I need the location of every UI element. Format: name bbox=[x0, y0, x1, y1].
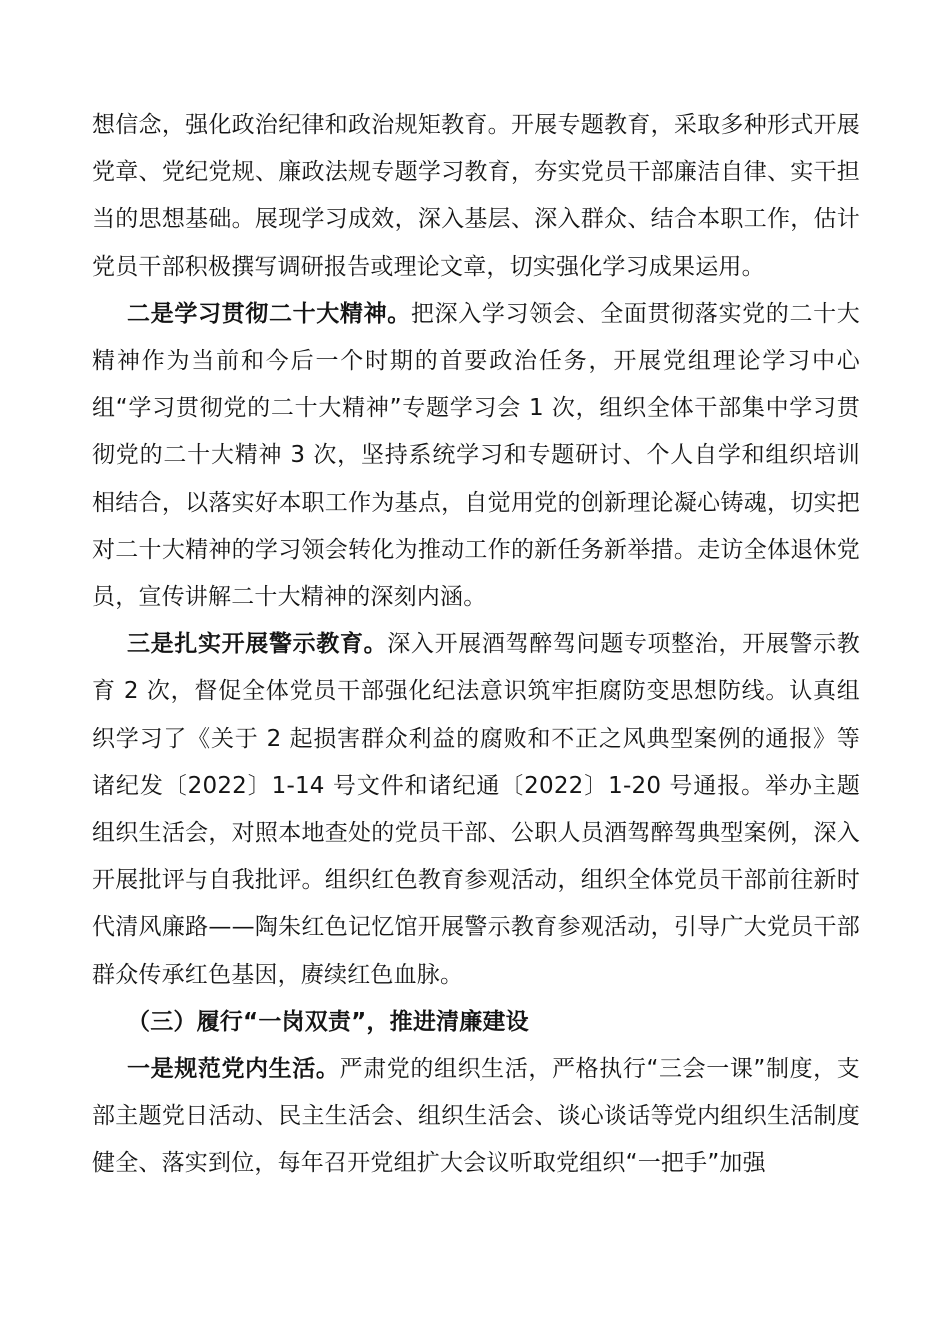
paragraph-four-body: 严肃党的组织生活，严格执行“三会一课”制度，支部主题党日活动、民主生活会、组织生活会、谈心谈话等党内组织生活制度健全、落实到位，每年召开党组扩大会议听取党组织“一把手”加强 bbox=[92, 1056, 860, 1177]
section-heading bbox=[92, 999, 860, 1046]
paragraph-three bbox=[92, 621, 860, 999]
paragraph-two-lead: 二是学习贯彻二十大精神。 bbox=[127, 300, 411, 327]
section-heading-text: （三）履行“一岗双责”，推进清廉建设 bbox=[127, 1008, 529, 1035]
paragraph-two-body: 把深入学习领会、全面贯彻落实党的二十大精神作为当前和今后一个时期的首要政治任务，开展党组理论学习中心组“学习贯彻党的二十大精神”专题学习会 1 次，组织全体干部集中学习贯彻党的二十大精神 3 次，坚持系统学习和专题研讨、个人自学和组织培训相结合，以落实好本职工作为基点，自觉用党的创新理论凝心铸魂，切实把对二十大精神的学习领会转化为推动工作的新任务新举措。走访全体退休党员，宣传讲解二十大精神的深刻内涵。 bbox=[92, 300, 860, 611]
paragraph-intro-text: 想信念，强化政治纪律和政治规矩教育。开展专题教育，采取多种形式开展党章、党纪党规、廉政法规专题学习教育，夯实党员干部廉洁自律、实干担当的思想基础。展现学习成效，深入基层、深入群众、结合本职工作，估计党员干部积极撰写调研报告或理论文章，切实强化学习成果运用。 bbox=[92, 112, 860, 280]
paragraph-three-lead: 三是扎实开展警示教育。 bbox=[127, 631, 388, 658]
paragraph-four-lead: 一是规范党内生活。 bbox=[127, 1056, 340, 1083]
paragraph-three-body: 深入开展酒驾醉驾问题专项整治，开展警示教育 2 次，督促全体党员干部强化纪法意识筑牢拒腐防变思想防线。认真组织学习了《关于 2 起损害群众利益的腐败和不正之风典型案例的通报》等诸纪发〔2022〕1-14 号文件和诸纪通〔2022〕1-20 号通报。举办主题组织生活会，对照本地查处的党员干部、公职人员酒驾醉驾典型案例，深入开展批评与自我批评。组织红色教育参观活动，组织全体党员干部前往新时代清风廉路——陶朱红色记忆馆开展警示教育参观活动，引导广大党员干部群众传承红色基因，赓续红色血脉。 bbox=[92, 631, 861, 988]
document-body bbox=[92, 102, 860, 1188]
paragraph-intro bbox=[92, 102, 860, 291]
paragraph-four bbox=[92, 1046, 860, 1188]
paragraph-two bbox=[92, 291, 860, 621]
